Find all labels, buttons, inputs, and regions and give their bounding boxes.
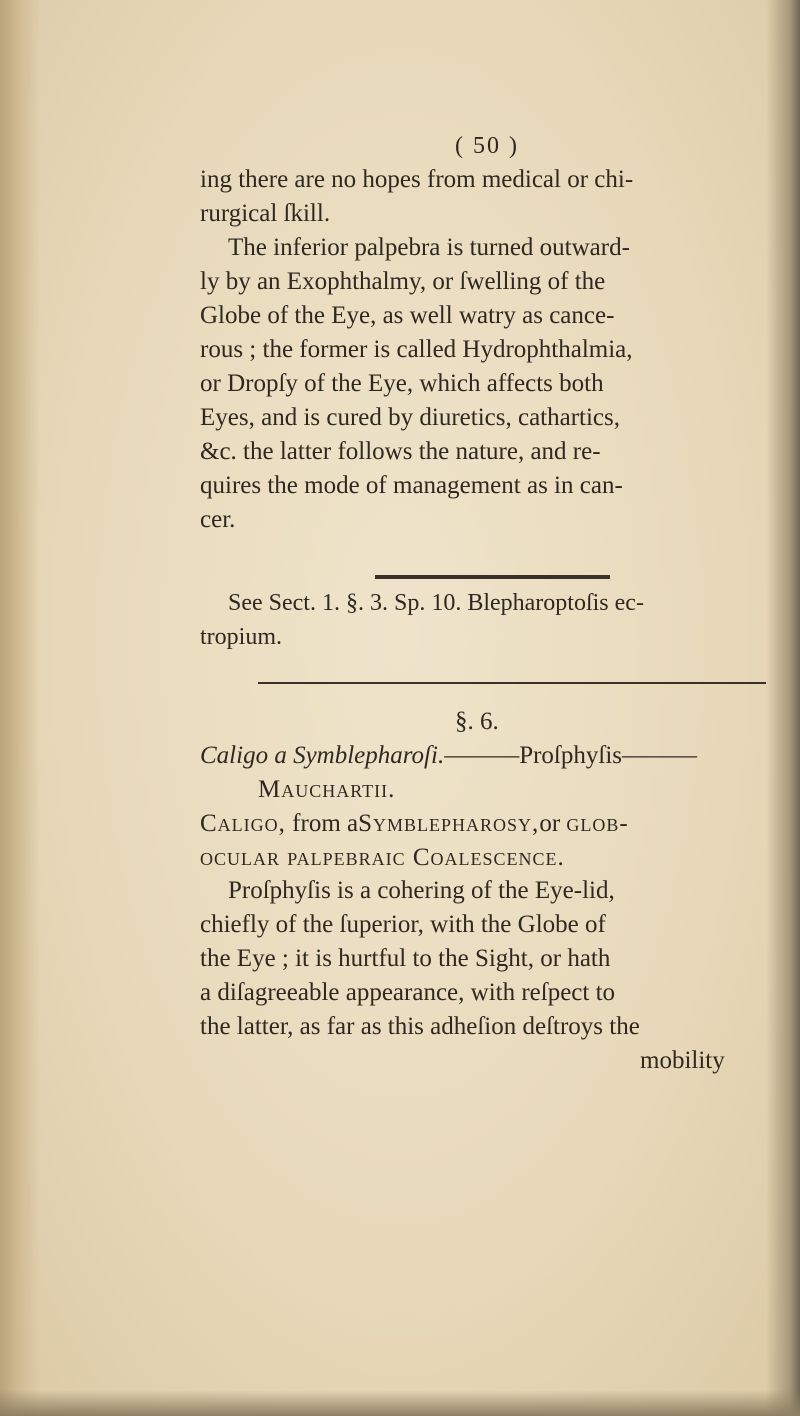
cross-reference-note	[200, 586, 768, 654]
short-divider	[375, 575, 610, 579]
section-heading	[200, 705, 768, 875]
text-line: or Dropſy of the Eye, which affects both	[200, 370, 604, 397]
title-dash: ———	[622, 742, 697, 769]
page-edge-shadow	[766, 0, 800, 1416]
subtitle-word: Caligo,	[200, 810, 286, 837]
subtitle-word: Symblepharosy,	[358, 810, 540, 837]
subtitle-word: glob-	[566, 810, 629, 837]
text-line: Eyes, and is cured by diuretics, cathartics,	[200, 404, 620, 431]
text-line: ing there are no hopes from medical or chi-	[200, 166, 634, 193]
paragraph-exophthalmy	[200, 231, 768, 537]
text-line: Proſphyſis is a cohering of the Eye-lid,	[228, 877, 615, 904]
text-line: Globe of the Eye, as well watry as cance-	[200, 302, 615, 329]
title-dash: ———	[444, 742, 520, 769]
section-number: §. 6.	[455, 708, 499, 735]
paragraph-continuation	[200, 163, 768, 231]
text-line: rous ; the former is called Hydrophthalmia,	[200, 336, 633, 363]
text-line: See Sect. 1. §. 3. Sp. 10. Blepharoptoſis ec-	[228, 590, 644, 616]
text-line: ly by an Exophthalmy, or ſwelling of the	[200, 268, 606, 295]
page-binding-shadow	[0, 0, 40, 1416]
text-line: cer.	[200, 506, 236, 533]
text-line: The inferior palpebra is turned outward-	[228, 234, 630, 261]
section-title-italic: Caligo a Symblepharoſi.	[200, 742, 445, 769]
text-line: the Eye ; it is hurtful to the Sight, or hath	[200, 945, 611, 972]
text-line: chiefly of the ſuperior, with the Globe of	[200, 911, 606, 938]
text-line: tropium.	[200, 624, 282, 650]
text-line: a diſagreeable appearance, with reſpect to	[200, 979, 616, 1006]
section-title	[200, 739, 768, 773]
page-number: ( 50 )	[455, 133, 519, 159]
subtitle-word: or	[539, 810, 561, 837]
subtitle-word: from a	[292, 810, 359, 837]
text-line: the latter, as far as this adheſion deſtroys the	[200, 1013, 640, 1040]
page-bottom-shadow	[0, 1390, 800, 1416]
catchword: mobility	[640, 1047, 725, 1074]
section-subtitle-line: ocular palpebraic Coalescence.	[200, 844, 565, 871]
section-subtitle-line	[200, 807, 768, 841]
section-title-term: Proſphyſis	[519, 742, 622, 769]
text-line: rurgical ſkill.	[200, 200, 331, 227]
text-line: &c. the latter follows the nature, and re-	[200, 438, 601, 465]
section-divider	[258, 682, 766, 684]
text-line: quires the mode of management as in can-	[200, 472, 623, 499]
paragraph-prosphysis	[200, 874, 768, 1044]
section-author: Mauchartii.	[258, 776, 396, 803]
